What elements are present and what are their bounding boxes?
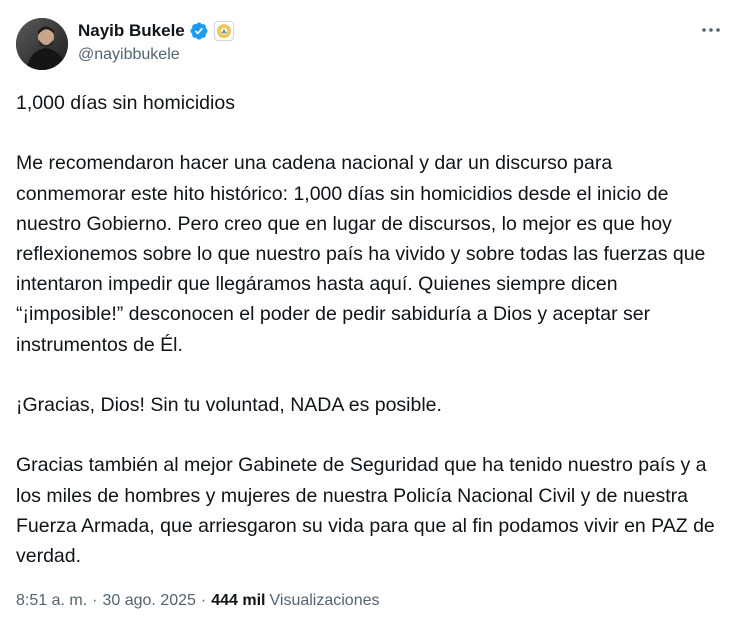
tweet-paragraph: ¡Gracias, Dios! Sin tu voluntad, NADA es posible. xyxy=(16,394,442,416)
meta-separator: · xyxy=(92,592,98,609)
tweet-paragraph-title: 1,000 días sin homicidios xyxy=(16,92,235,114)
author-name-row xyxy=(78,19,234,43)
author-handle[interactable]: @nayibbukele xyxy=(78,46,180,63)
tweet-meta xyxy=(16,592,380,610)
views-label: Visualizaciones xyxy=(269,592,380,609)
author-header xyxy=(78,19,234,64)
tweet-paragraph: Gracias también al mejor Gabinete de Seguridad que ha tenido nuestro país y a los miles de hombres y mujeres de nuestra Policía Nacional Civil y de nuestra Fuerza Armada, que arriesgaron su vida para que al fin podamos vivir en PAZ de verdad. xyxy=(16,454,721,567)
tweet-date-link[interactable]: 30 ago. 2025 xyxy=(102,592,196,609)
author-display-name[interactable]: Nayib Bukele xyxy=(78,21,185,40)
more-options-icon[interactable] xyxy=(699,20,723,40)
tweet-paragraph: Me recomendaron hacer una cadena nacional y dar un discurso para conmemorar este hito histórico: 1,000 días sin homicidios desde el inicio de nuestro Gobierno. Pero creo que en lugar de discursos, lo mejor es que hoy reflexionemos sobre lo que nuestro país ha vivido y sobre todas las fuerzas que intentaron impedir que llegáramos hasta aquí. Quienes siempre dicen “¡imposible!” desconocen el poder de pedir sabiduría a Dios y aceptar ser instrumentos de Él. xyxy=(16,152,711,356)
meta-separator: · xyxy=(200,592,207,609)
views-count[interactable]: 444 mil xyxy=(211,592,266,609)
verified-badge-icon[interactable] xyxy=(189,21,209,41)
avatar-photo xyxy=(16,18,68,70)
tweet-time-link[interactable]: 8:51 a. m. xyxy=(16,592,88,609)
author-avatar[interactable] xyxy=(16,18,68,70)
tweet-text xyxy=(16,88,721,571)
el-salvador-coat-of-arms-icon[interactable] xyxy=(214,21,234,41)
